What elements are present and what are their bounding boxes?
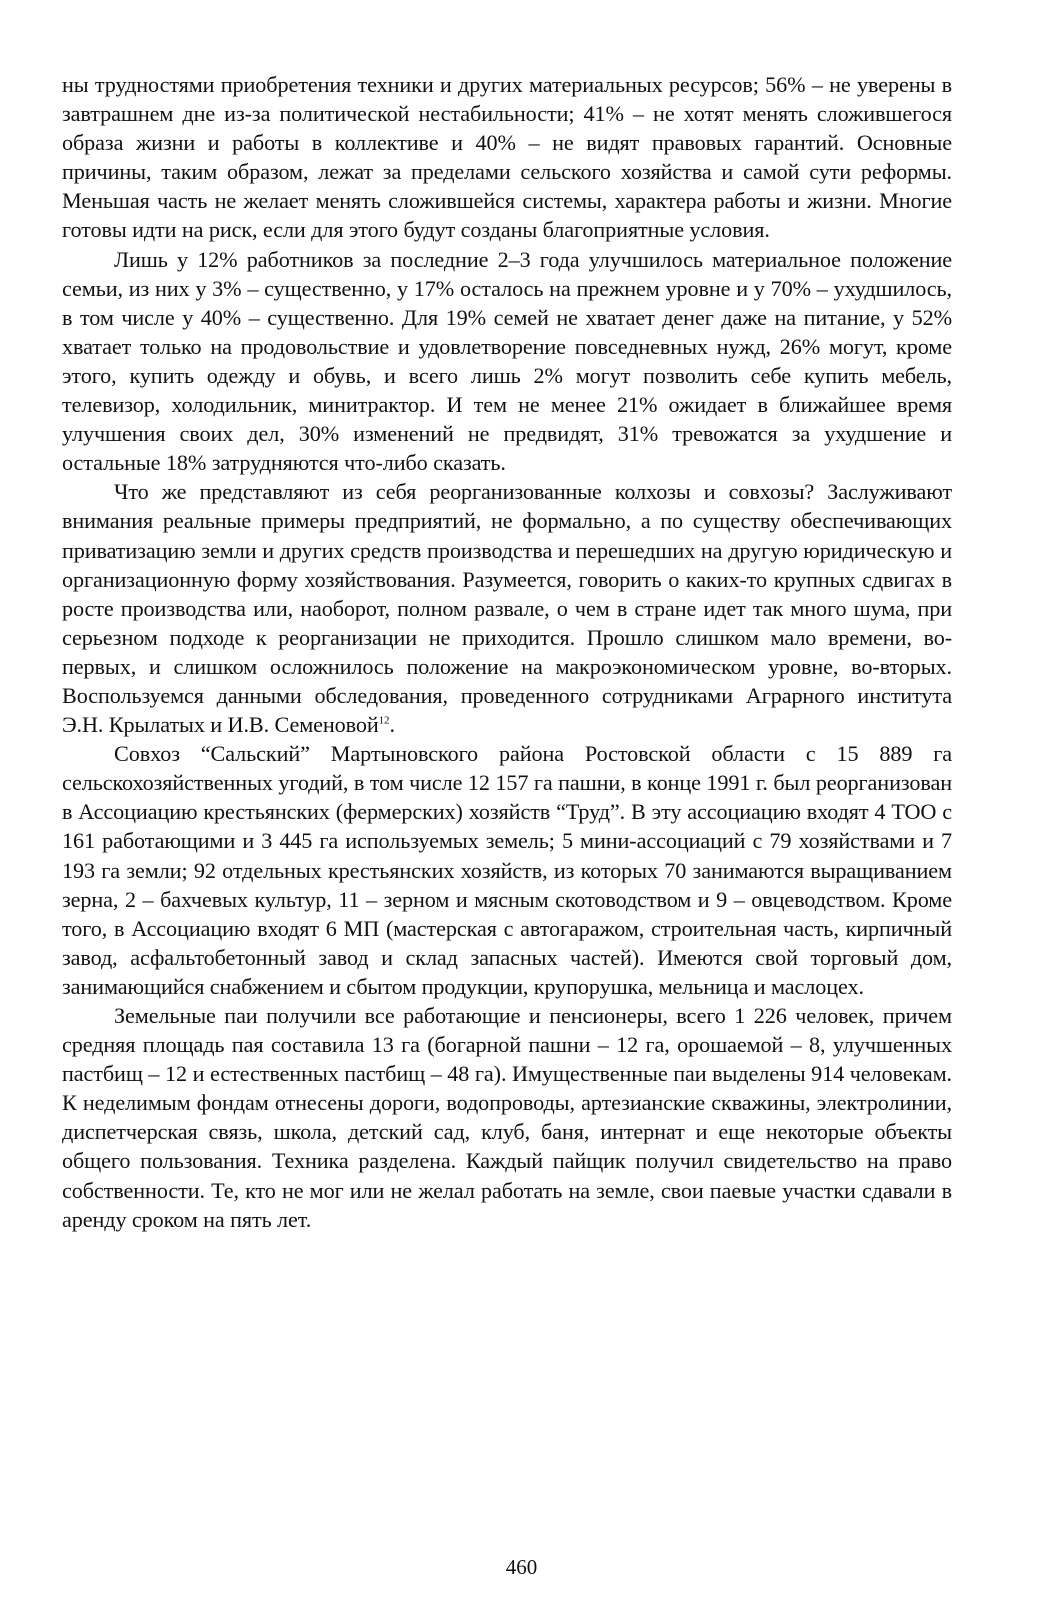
paragraph-3 [62,477,952,739]
paragraph-3-text: Что же представляют из себя реорганизованные колхозы и совхозы? Заслуживают внимания реальные примеры предприятий, не формально, а по существу обеспечивающих приватизацию земли и других средств производства и перешедших на другую юридическую и организационную форму хозяйствования. Разумеется, говорить о каких-то крупных сдвигах в росте производства или, наоборот, полном развале, о чем в стране идет так много шума, при серьезном подходе к реорганизации не приходится. Прошло слишком мало времени, во-первых, и слишком осложнилось положение на макроэкономическом уровне, во-вторых. Воспользуемся данными обследования, проведенного сотрудниками Аграрного института Э.Н. Крылатых и И.В. Семеновой [62,479,952,738]
footnote-reference[interactable]: 12 [378,714,390,727]
paragraph-1: ны трудностями приобретения техники и других материальных ресурсов; 56% – не уверены в завтрашнем дне из-за политической нестабильности; 41% – не хотят менять сложившегося образа жизни и работы в коллективе и 40% – не видят правовых гарантий. Основные причины, таким образом, лежат за пределами сельского хозяйства и самой сути реформы. Меньшая часть не желает менять сложившейся системы, характера работы и жизни. Многие готовы идти на риск, если для этого будут созданы благоприятные условия. [62,72,952,243]
paragraph-5: Земельные паи получили все работающие и пенсионеры, всего 1 226 человек, причем средняя площадь пая составила 13 га (богарной пашни – 12 га, орошаемой – 8, улучшенных пастбищ – 12 и естественных пастбищ – 48 га). Имущественные паи выделены 914 человекам. К неделимым фондам отнесены дороги, водопроводы, артезианские скважины, электролинии, диспетчерская связь, школа, детский сад, клуб, баня, интернат и еще некоторые объекты общего пользования. Техника разделена. Каждый пайщик получил свидетельство на право собственности. Те, кто не мог или не желал работать на земле, свои паевые участки сдавали в аренду сроком на пять лет. [62,1003,952,1232]
page-number: 460 [505,1555,538,1579]
paragraph-3-end: . [389,712,395,738]
paragraph-2: Лишь у 12% работников за последние 2–3 года улучшилось материальное положение семьи, из них у 3% – существенно, у 17% осталось на прежнем уровне и у 70% – ухудшилось, в том числе у 40% – существенно. Для 19% семей не хватает денег даже на питание, у 52% хватает только на продовольствие и удовлетворение повседневных нужд, 26% могут, кроме этого, купить одежду и обувь, и всего лишь 2% могут позволить себе купить мебель, телевизор, холодильник, минитрактор. И тем не менее 21% ожидает в ближайшее время улучшения своих дел, 30% изменений не предвидят, 31% тревожатся за ухудшение и остальные 18% затрудняются что-либо сказать. [62,246,952,476]
paragraph-4: Совхоз “Сальский” Мартыновского района Ростовской области с 15 889 га сельскохозяйственных угодий, в том числе 12 157 га пашни, в конце 1991 г. был реорганизован в Ассоциацию крестьянских (фермерских) хозяйств “Труд”. В эту ассоциацию входят 4 ТОО с 161 работающими и 3 445 га используемых земель; 5 мини-ассоциаций с 79 хозяйствами и 7 193 га земли; 92 отдельных крестьянских хозяйств, из которых 70 занимаются выращиванием зерна, 2 – бахчевых культур, 11 – зерном и мясным скотоводством и 9 – овцеводством. Кроме того, в Ассоциацию входят 6 МП (мастерская с автогаражом, строительная часть, кирпичный завод, асфальтобетонный завод и склад запасных частей). Имеются свой торговый дом, занимающийся снабжением и сбытом продукции, крупорушка, мельница и маслоцех. [62,741,952,999]
page-body [62,70,952,1234]
